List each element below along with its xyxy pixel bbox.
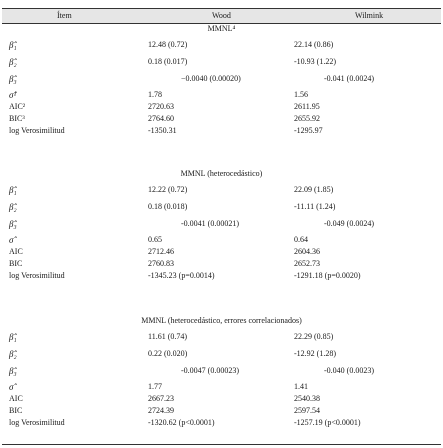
wilmink-value: 0.64 <box>294 235 308 244</box>
wood-value: 0.18 (0.018) <box>148 202 188 211</box>
row-label: log Verosimilitud <box>9 418 65 427</box>
wilmink-value: -1257.19 (p<0.0001) <box>294 418 361 427</box>
wood-value: 2764.60 <box>148 114 174 123</box>
wilmink-value: -11.11 (1.24) <box>294 202 336 211</box>
table-bottom-rule <box>2 444 441 445</box>
wood-value: −0.0040 (0.00020) <box>181 74 241 83</box>
row-label: AIC² <box>9 102 26 111</box>
wood-value: 2667.23 <box>148 394 174 403</box>
wilmink-value: -10.93 (1.22) <box>294 57 336 66</box>
row-label: log Verosimilitud <box>9 271 65 280</box>
row-label: BIC³ <box>9 114 25 123</box>
wilmink-value: 1.56 <box>294 90 308 99</box>
wilmink-value: 1.41 <box>294 382 308 391</box>
row-label: σ̂ <box>9 235 14 245</box>
wood-value: 2724.39 <box>148 406 174 415</box>
wood-value: -1350.31 <box>148 126 177 135</box>
wilmink-value: 2655.92 <box>294 114 320 123</box>
wilmink-value: 2597.54 <box>294 406 320 415</box>
table-header <box>2 8 441 24</box>
wood-value: 2712.46 <box>148 247 174 256</box>
row-label: BIC <box>9 406 23 415</box>
wood-value: 12.48 (0.72) <box>148 40 188 49</box>
row-label: β̂₁ <box>9 40 17 50</box>
wood-value: 2720.63 <box>148 102 174 111</box>
wilmink-value: -0.040 (0.0023) <box>324 366 374 375</box>
wood-value: -1320.62 (p<0.0001) <box>148 418 215 427</box>
wilmink-value: 2540.38 <box>294 394 320 403</box>
row-label: β̂₁ <box>9 185 17 195</box>
wood-value: 2760.83 <box>148 259 174 268</box>
wood-value: 0.65 <box>148 235 162 244</box>
row-label: log Verosimilitud <box>9 126 65 135</box>
header-wilmink: Wilmink <box>355 11 384 20</box>
wood-value: 12.22 (0.72) <box>148 185 188 194</box>
wood-value: 11.61 (0.74) <box>148 332 188 341</box>
row-label: β̂₃ <box>9 74 17 84</box>
wilmink-value: 2604.36 <box>294 247 320 256</box>
row-label: β̂₃ <box>9 219 17 229</box>
wilmink-value: 22.14 (0.86) <box>294 40 334 49</box>
wood-value: -0.0047 (0.00023) <box>181 366 239 375</box>
row-label: BIC <box>9 259 23 268</box>
wilmink-value: 22.29 (0.85) <box>294 332 334 341</box>
section-title: MMNL⁴ <box>207 24 236 33</box>
wilmink-value: 22.09 (1.85) <box>294 185 334 194</box>
wood-value: 0.22 (0.020) <box>148 349 188 358</box>
wood-value: 1.78 <box>148 90 162 99</box>
section-title: MMNL (heterocedástico) <box>180 169 263 178</box>
row-label: σ̂ <box>9 382 14 392</box>
row-label: β̂₂ <box>9 57 17 67</box>
wood-value: 0.18 (0.017) <box>148 57 188 66</box>
wilmink-value: -0.041 (0.0024) <box>324 74 374 83</box>
row-label: AIC <box>9 247 23 256</box>
wilmink-value: 2611.95 <box>294 102 320 111</box>
row-label: AIC <box>9 394 23 403</box>
row-label: β̂₁ <box>9 332 17 342</box>
wilmink-value: -1295.97 <box>294 126 323 135</box>
wilmink-value: -1291.18 (p=0.0020) <box>294 271 361 280</box>
wood-value: -1345.23 (p=0.0014) <box>148 271 215 280</box>
wilmink-value: -0.049 (0.0024) <box>324 219 374 228</box>
wilmink-value: 2652.73 <box>294 259 320 268</box>
row-label: σ̂¹ <box>9 90 17 100</box>
row-label: β̂₃ <box>9 366 17 376</box>
header-item: Ítem <box>57 11 72 20</box>
header-wood: Wood <box>212 11 231 20</box>
section-title: MMNL (heterocedástico, errores correlacionados) <box>141 316 302 325</box>
wood-value: 1.77 <box>148 382 162 391</box>
row-label: β̂₂ <box>9 349 17 359</box>
wilmink-value: -12.92 (1.28) <box>294 349 336 358</box>
wood-value: -0.0041 (0.00021) <box>181 219 239 228</box>
row-label: β̂₂ <box>9 202 17 212</box>
